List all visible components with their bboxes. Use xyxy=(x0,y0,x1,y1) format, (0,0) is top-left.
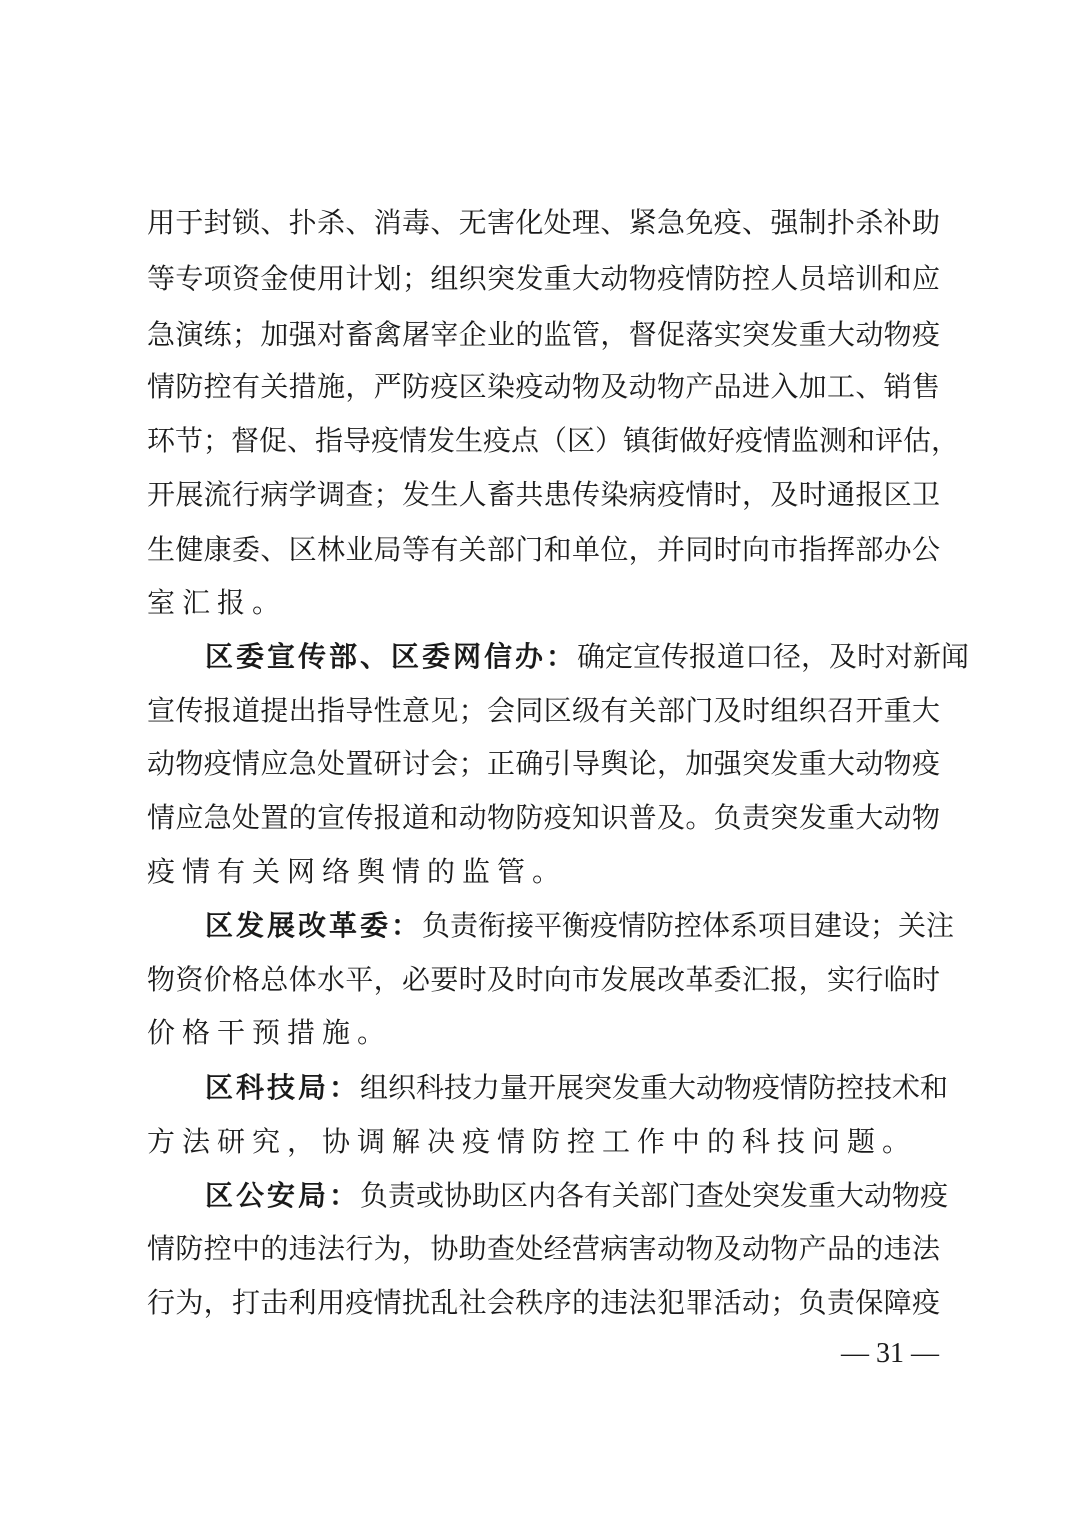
text-line: 等专项资金使用计划；组织突发重大动物疫情防控人员培训和应 xyxy=(147,262,940,295)
text-line: 生健康委、区林业局等有关部门和单位，并同时向市指挥部办公 xyxy=(147,533,940,566)
paragraph-text: 确定宣传报道口径，及时对新闻 xyxy=(577,640,970,673)
text-line: 方法研究，协调解决疫情防控工作中的科技问题。 xyxy=(147,1125,918,1158)
text-line: 价格干预措施。 xyxy=(147,1016,393,1049)
text-line: 情防控中的违法行为，协助查处经营病害动物及动物产品的违法 xyxy=(147,1232,940,1265)
text-line: 宣传报道提出指导性意见；会同区级有关部门及时组织召开重大 xyxy=(147,694,940,727)
text-line: 用于封锁、扑杀、消毒、无害化处理、紧急免疫、强制扑杀补助 xyxy=(147,206,940,239)
paragraph-first-line xyxy=(205,1176,949,1216)
paragraph-text: 负责或协助区内各有关部门查处突发重大动物疫 xyxy=(360,1179,949,1212)
paragraph-text: 负责衔接平衡疫情防控体系项目建设；关注 xyxy=(422,909,955,942)
text-line: 动物疫情应急处置研讨会；正确引导舆论，加强突发重大动物疫 xyxy=(147,747,940,780)
paragraph-first-line xyxy=(205,906,955,946)
text-line: 物资价格总体水平，必要时及时向市发展改革委汇报，实行临时 xyxy=(147,963,940,996)
text-line: 环节；督促、指导疫情发生疫点（区）镇街做好疫情监测和评估， xyxy=(147,424,960,457)
department-label: 区公安局： xyxy=(205,1179,361,1212)
text-line: 急演练；加强对畜禽屠宰企业的监管，督促落实突发重大动物疫 xyxy=(147,318,940,351)
paragraph-text: 组织科技力量开展突发重大动物疫情防控技术和 xyxy=(360,1071,949,1104)
text-line: 情应急处置的宣传报道和动物防疫知识普及。负责突发重大动物 xyxy=(147,801,940,834)
text-line: 行为，打击利用疫情扰乱社会秩序的违法犯罪活动；负责保障疫 xyxy=(147,1286,940,1319)
paragraph-first-line xyxy=(205,637,970,677)
text-line: 情防控有关措施，严防疫区染疫动物及动物产品进入加工、销售 xyxy=(147,370,940,403)
page-number: — 31 — xyxy=(841,1338,939,1369)
paragraph-first-line xyxy=(205,1068,949,1108)
department-label: 区科技局： xyxy=(205,1071,361,1104)
text-line: 室汇报。 xyxy=(147,586,288,619)
department-label: 区委宣传部、区委网信办： xyxy=(205,640,578,673)
text-line: 疫情有关网络舆情的监管。 xyxy=(147,855,568,888)
department-label: 区发展改革委： xyxy=(205,909,423,942)
text-line: 开展流行病学调查；发生人畜共患传染病疫情时，及时通报区卫 xyxy=(147,478,940,511)
